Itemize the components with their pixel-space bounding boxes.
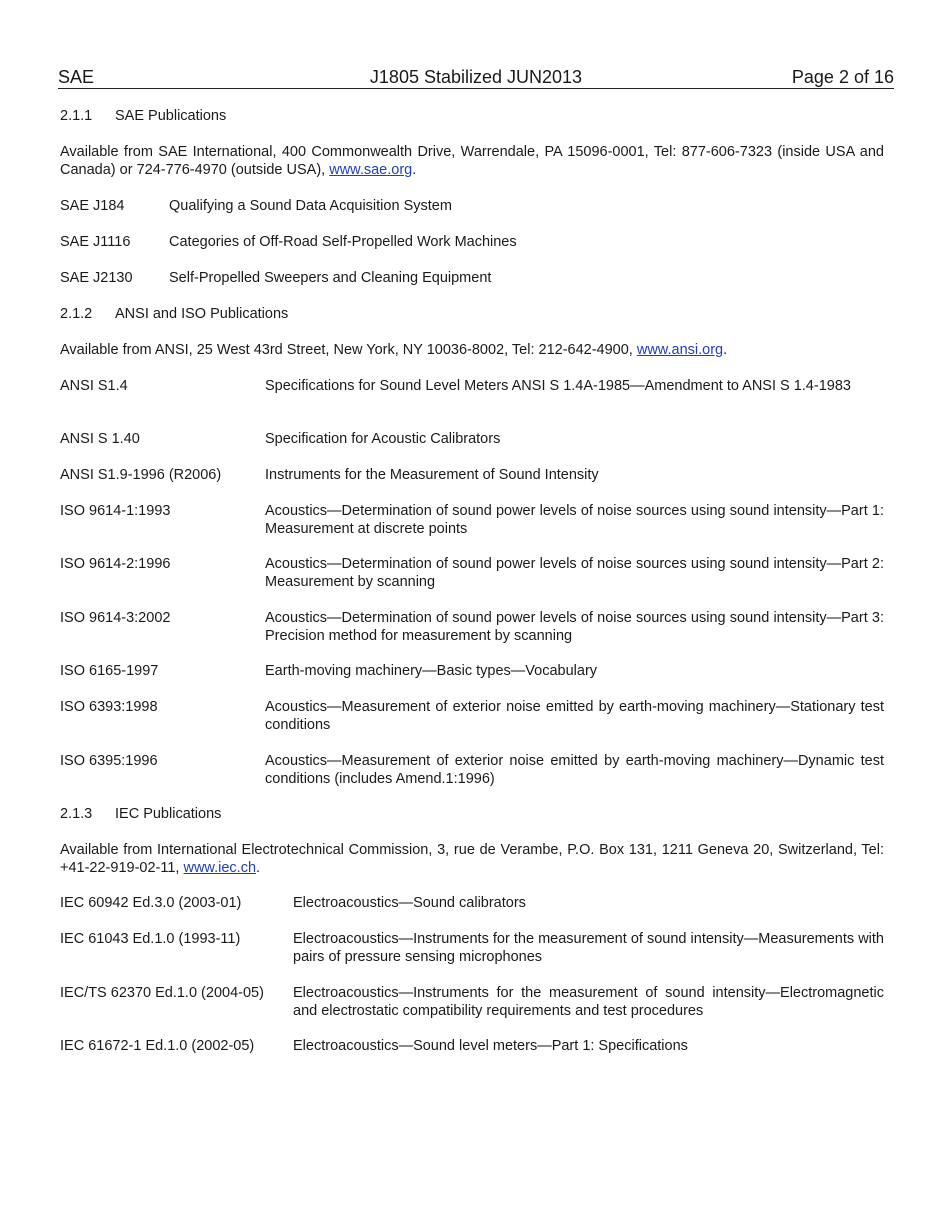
reference-entry	[60, 502, 884, 538]
reference-entry	[60, 269, 884, 287]
reference-code: ANSI S 1.40	[60, 431, 140, 447]
reference-code: ISO 6393:1998	[60, 699, 158, 715]
reference-entry	[60, 752, 884, 788]
reference-code: ISO 9614-3:2002	[60, 610, 171, 626]
reference-title: Electroacoustics—Instruments for the measurement of sound intensity—Electromagnetic and electrostatic compatibility requirements and test procedures	[293, 985, 884, 1019]
reference-code: IEC 61672-1 Ed.1.0 (2002-05)	[60, 1038, 255, 1054]
section-heading-iec	[60, 805, 884, 823]
reference-title: Electroacoustics—Sound level meters—Part 1: Specifications	[293, 1038, 688, 1054]
reference-code: ISO 6165-1997	[60, 663, 159, 679]
reference-entry	[60, 609, 884, 645]
reference-code: ISO 6395:1996	[60, 753, 158, 769]
reference-title: Acoustics—Determination of sound power levels of noise sources using sound intensity—Part 1: Measurement at discrete points	[265, 503, 884, 537]
reference-code: IEC 60942 Ed.3.0 (2003-01)	[60, 895, 242, 911]
reference-entry	[60, 662, 884, 680]
reference-entry	[60, 894, 884, 912]
sae-website-link[interactable]: www.sae.org	[329, 162, 413, 178]
reference-title: Qualifying a Sound Data Acquisition System	[169, 198, 452, 214]
reference-entry	[60, 1037, 884, 1055]
reference-entry	[60, 377, 884, 395]
reference-entry	[60, 233, 884, 251]
ansi-website-link[interactable]: www.ansi.org	[636, 342, 724, 358]
reference-title: Acoustics—Determination of sound power levels of noise sources using sound intensity—Part 2: Measurement by scanning	[265, 556, 884, 590]
iec-availability-paragraph: Available from International Electrotechnical Commission, 3, rue de Verambe, P.O. Box 131, 1211 Geneva 20, Switzerland, Tel: +41-22-919-02-11, www.iec.ch.	[60, 842, 884, 876]
reference-code: IEC 61043 Ed.1.0 (1993-11)	[60, 931, 241, 947]
reference-entry	[60, 555, 884, 591]
reference-code: ANSI S1.9-1996 (R2006)	[60, 467, 222, 483]
reference-title: Electroacoustics—Instruments for the measurement of sound intensity—Measurements with pairs of pressure sensing microphones	[293, 931, 884, 965]
section-title: IEC Publications	[115, 806, 222, 822]
reference-entry	[60, 698, 884, 734]
availability-text: Available from International Electrotechnical Commission, 3, rue de Verambe, P.O. Box 131, 1211 Geneva 20, Switzerland, Tel: +41-22-919-02-11,	[60, 842, 884, 876]
reference-code: ANSI S1.4	[60, 378, 128, 394]
section-heading-sae	[60, 107, 884, 125]
reference-code: SAE J2130	[60, 270, 133, 286]
page-header	[58, 66, 894, 89]
reference-entry	[60, 197, 884, 215]
ansi-availability-paragraph: Available from ANSI, 25 West 43rd Street, New York, NY 10036-8002, Tel: 212-642-4900, www.ansi.org.	[60, 342, 728, 358]
reference-title: Specifications for Sound Level Meters ANSI S 1.4A-1985—Amendment to ANSI S 1.4-1983	[265, 378, 851, 394]
reference-code: SAE J184	[60, 198, 125, 214]
header-doc-id: J1805 Stabilized JUN2013	[369, 67, 583, 87]
reference-code: IEC/TS 62370 Ed.1.0 (2004-05)	[60, 985, 264, 1001]
reference-title: Categories of Off-Road Self-Propelled Work Machines	[169, 234, 517, 250]
section-title: SAE Publications	[115, 108, 227, 124]
reference-entry	[60, 430, 884, 448]
reference-entry	[60, 930, 884, 966]
section-title: ANSI and ISO Publications	[115, 306, 289, 322]
availability-text: Available from SAE International, 400 Commonwealth Drive, Warrendale, PA 15096-0001, Tel: 877-606-7323 (inside USA and Canada) or 724-776-4970 (outside USA),	[60, 144, 884, 178]
reference-entry	[60, 466, 884, 484]
section-number: 2.1.2	[60, 306, 93, 322]
reference-title: Acoustics—Measurement of exterior noise emitted by earth-moving machinery—Dynamic test conditions (includes Amend.1:1996)	[265, 753, 884, 787]
reference-title: Electroacoustics—Sound calibrators	[293, 895, 526, 911]
availability-text: Available from ANSI, 25 West 43rd Street, New York, NY 10036-8002, Tel: 212-642-4900,	[60, 342, 637, 358]
reference-entry	[60, 984, 884, 1020]
reference-title: Self-Propelled Sweepers and Cleaning Equipment	[169, 270, 492, 286]
section-heading-ansi-iso	[60, 305, 884, 323]
reference-title: Instruments for the Measurement of Sound Intensity	[265, 467, 599, 483]
iec-website-link[interactable]: www.iec.ch	[183, 860, 257, 876]
reference-title: Earth-moving machinery—Basic types—Vocabulary	[265, 663, 598, 679]
section-number: 2.1.1	[60, 108, 93, 124]
header-page-number: Page 2 of 16	[791, 67, 894, 87]
header-org: SAE	[58, 67, 95, 87]
reference-title: Specification for Acoustic Calibrators	[265, 431, 501, 447]
reference-code: ISO 9614-1:1993	[60, 503, 171, 519]
reference-title: Acoustics—Determination of sound power levels of noise sources using sound intensity—Part 3: Precision method for measurement by scanning	[265, 610, 884, 644]
section-number: 2.1.3	[60, 806, 93, 822]
sae-availability-paragraph: Available from SAE International, 400 Commonwealth Drive, Warrendale, PA 15096-0001, Tel: 877-606-7323 (inside USA and Canada) or 724-776-4970 (outside USA), www.sae.org.	[60, 144, 884, 178]
reference-code: SAE J1116	[60, 234, 131, 250]
reference-code: ISO 9614-2:1996	[60, 556, 171, 572]
reference-title: Acoustics—Measurement of exterior noise emitted by earth-moving machinery—Stationary test conditions	[265, 699, 884, 733]
